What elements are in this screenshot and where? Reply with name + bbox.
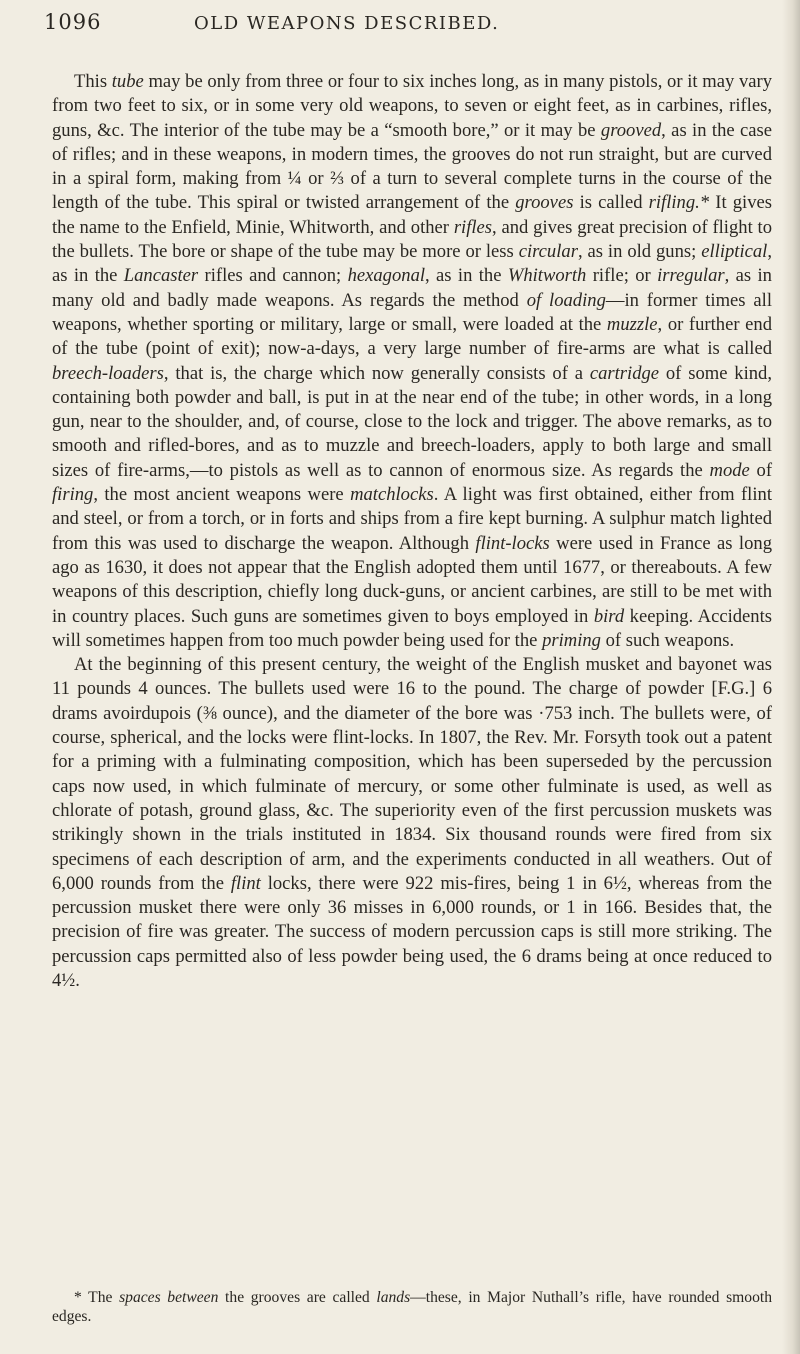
body-text [52, 70, 772, 993]
running-title: OLD WEAPONS DESCRIBED. [194, 13, 500, 34]
page-edge-shadow [782, 0, 800, 1354]
paragraph-1: This tube may be only from three or four to six inches long, as in many pistols, or it may vary from two feet to six, or in some very old weapons, to seven or eight feet, as in carbines, rifles, guns, &c. The interior of the tube may be a “smooth bore,” or it may be grooved, as in the case of rifles; and in these weapons, in modern times, the grooves do not run straight, but are curved in a spiral form, making from ¼ or ⅔ of a turn to several complete turns in the course of the length of the tube. This spiral or twisted arrangement of the grooves is called rifling.* It gives the name to the Enfield, Minie, Whitworth, and other rifles, and gives great precision of flight to the bullets. The bore or shape of the tube may be more or less circular, as in old guns; elliptical, as in the Lancaster rifles and cannon; hexagonal, as in the Whitworth rifle; or irregular, as in many old and badly made weapons. As regards the method of loading—in former times all weapons, whether sporting or military, large or small, were loaded at the muzzle, or further end of the tube (point of exit); now-a-days, a very large number of fire-arms are what is called breech-loaders, that is, the charge which now generally consists of a cartridge of some kind, containing both powder and ball, is put in at the near end of the tube; in other words, in a long gun, near to the shoulder, and, of course, close to the lock and trigger. The above remarks, as to smooth and rifled-bores, and as to muzzle and breech-loaders, apply to both large and small sizes of fire-arms,—to pistols as well as to cannon of enormous size. As regards the mode of firing, the most ancient weapons were matchlocks. A light was first obtained, either from flint and steel, or from a torch, or in forts and ships from a fire kept burning. A sulphur match lighted from this was used to discharge the weapon. Although flint-locks were used in France as long ago as 1630, it does not appear that the English adopted them until 1677, or thereabouts. A few weapons of this description, chiefly long duck-guns, or ancient carbines, are still to be met with in country places. Such guns are sometimes given to boys employed in bird keeping. Accidents will sometimes happen from too much powder being used for the priming of such weapons. [52, 71, 773, 651]
page-header [44, 10, 744, 50]
footnote-text: * The spaces between the grooves are called lands—these, in Major Nuthall’s rifle, have rounded smooth edges. [52, 1289, 773, 1325]
page-number: 1096 [44, 10, 102, 34]
paragraph-2: At the beginning of this present century, the weight of the English musket and bayonet was 11 pounds 4 ounces. The bullets used were 16 to the pound. The charge of powder [F.G.] 6 drams avoirdupois (⅜ ounce), and the diameter of the bore was ·753 inch. The bullets were, of course, spherical, and the locks were flint-locks. In 1807, the Rev. Mr. Forsyth took out a patent for a priming with a fulminating composition, which has been superseded by the percussion caps now used, in which fulminate of mercury, or some other fulminate is used, as well as chlorate of potash, ground glass, &c. The superiority even of the first percussion muskets was strikingly shown in the trials instituted in 1834. Six thousand rounds were fired from six specimens of each description of arm, and the experiments conducted in all weathers. Out of 6,000 rounds from the flint locks, there were 922 mis-fires, being 1 in 6½, whereas from the percussion musket there were only 36 misses in 6,000 rounds, or 1 in 166. Besides that, the precision of fire was greater. The success of modern percussion caps is still more striking. The percussion caps permitted also of less powder being used, the 6 drams being at once reduced to 4½. [52, 654, 773, 991]
footnote [52, 1288, 772, 1326]
